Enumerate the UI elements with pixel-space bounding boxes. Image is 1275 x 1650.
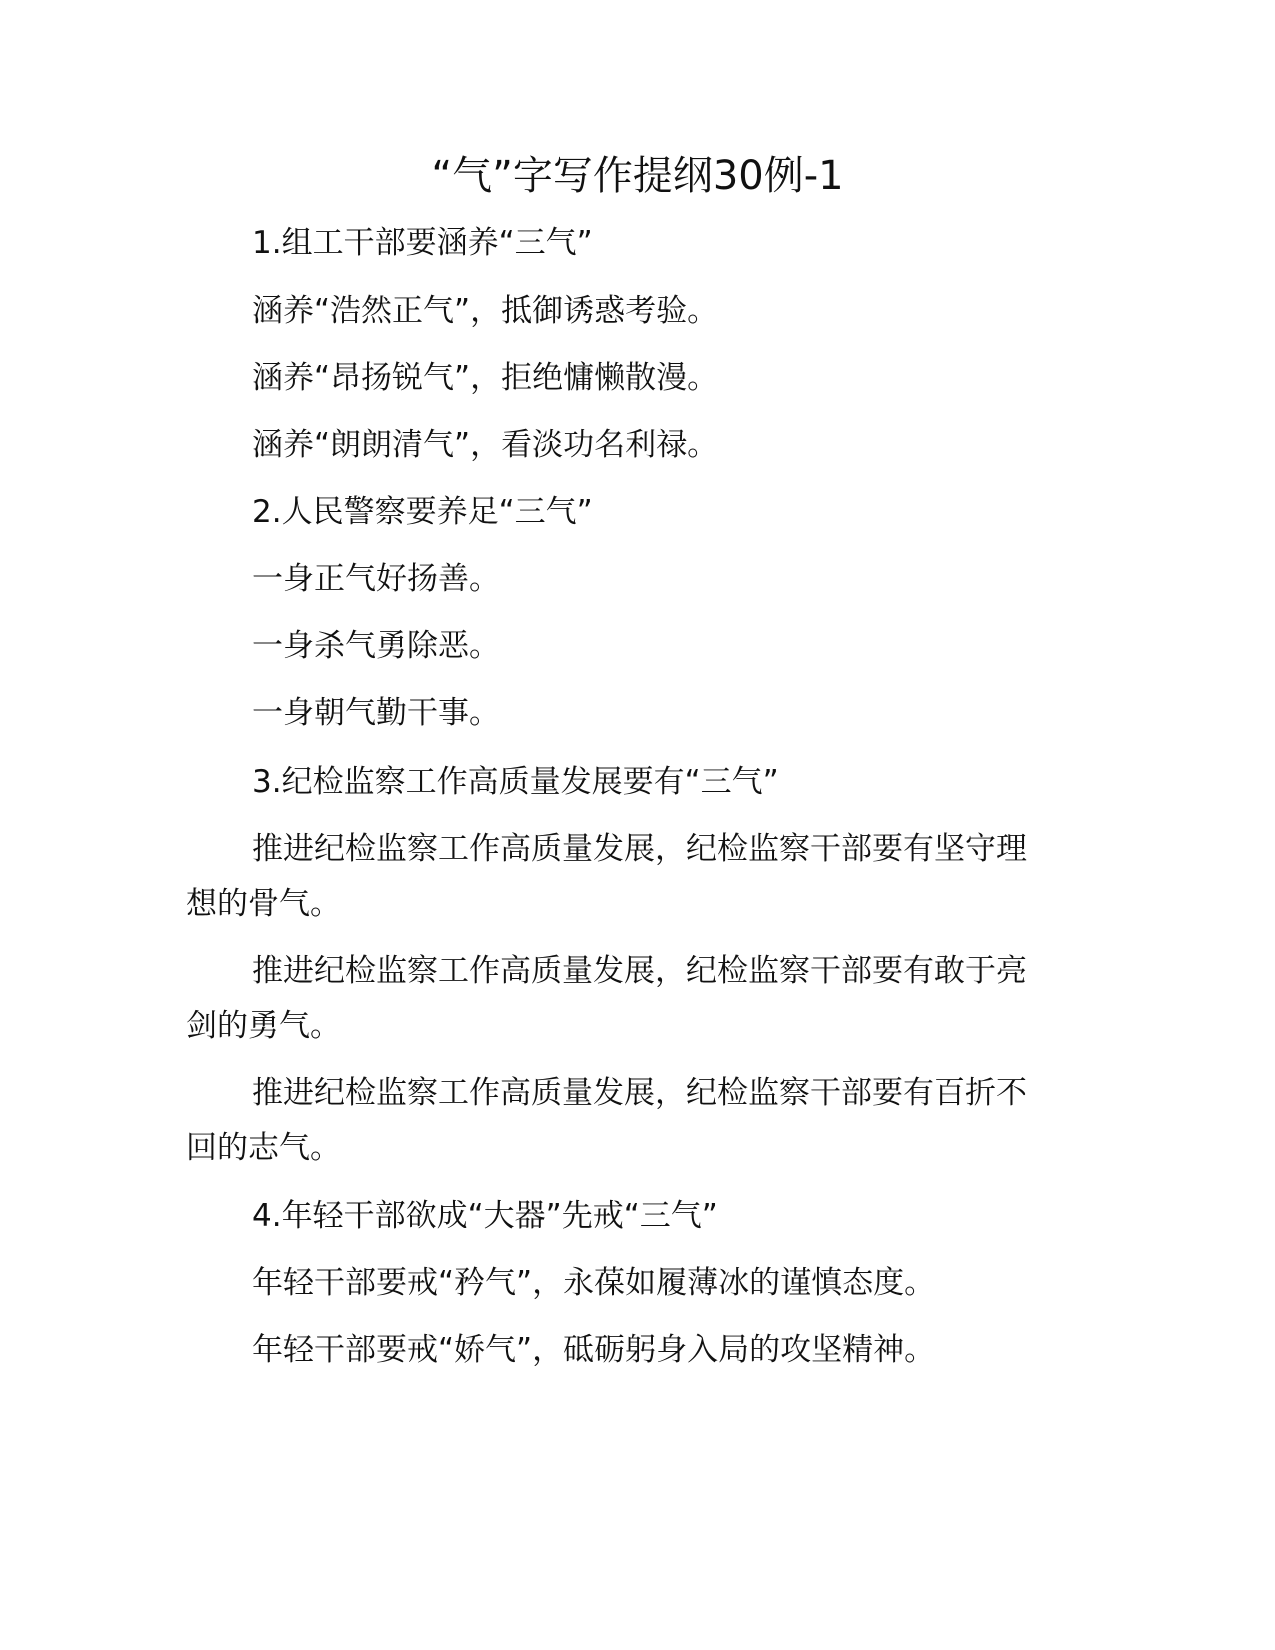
- section-2-heading: 2.人民警察要养足“三气”: [252, 494, 593, 530]
- section-3-paragraph-2-line-2: 剑的勇气。: [186, 1008, 341, 1044]
- section-1-item-3: 涵养“朗朗清气”，看淡功名利禄。: [252, 427, 719, 463]
- section-3-paragraph-3-line-1: 推进纪检监察工作高质量发展，纪检监察干部要有百折不: [252, 1075, 1027, 1111]
- section-3-paragraph-1-line-2: 想的骨气。: [186, 886, 341, 922]
- section-4-item-1: 年轻干部要戒“矜气”，永葆如履薄冰的谨慎态度。: [252, 1265, 936, 1301]
- section-2-item-2: 一身杀气勇除恶。: [252, 628, 500, 664]
- section-1-item-2: 涵养“昂扬锐气”，拒绝慵懒散漫。: [252, 360, 719, 396]
- document-title: “气”字写作提纲30例-1: [431, 153, 844, 199]
- section-3-paragraph-2-line-1: 推进纪检监察工作高质量发展，纪检监察干部要有敢于亮: [252, 953, 1027, 989]
- section-4-item-2: 年轻干部要戒“娇气”，砥砺躬身入局的攻坚精神。: [252, 1332, 936, 1368]
- section-1-item-1: 涵养“浩然正气”，抵御诱惑考验。: [252, 293, 719, 329]
- section-3-paragraph-3-line-2: 回的志气。: [186, 1130, 341, 1166]
- section-3-paragraph-1-line-1: 推进纪检监察工作高质量发展，纪检监察干部要有坚守理: [252, 831, 1027, 867]
- section-2-item-1: 一身正气好扬善。: [252, 561, 500, 597]
- section-4-heading: 4.年轻干部欲成“大器”先戒“三气”: [252, 1198, 718, 1234]
- section-3-heading: 3.纪检监察工作高质量发展要有“三气”: [252, 764, 779, 800]
- section-2-item-3: 一身朝气勤干事。: [252, 695, 500, 731]
- section-1-heading: 1.组工干部要涵养“三气”: [252, 225, 593, 261]
